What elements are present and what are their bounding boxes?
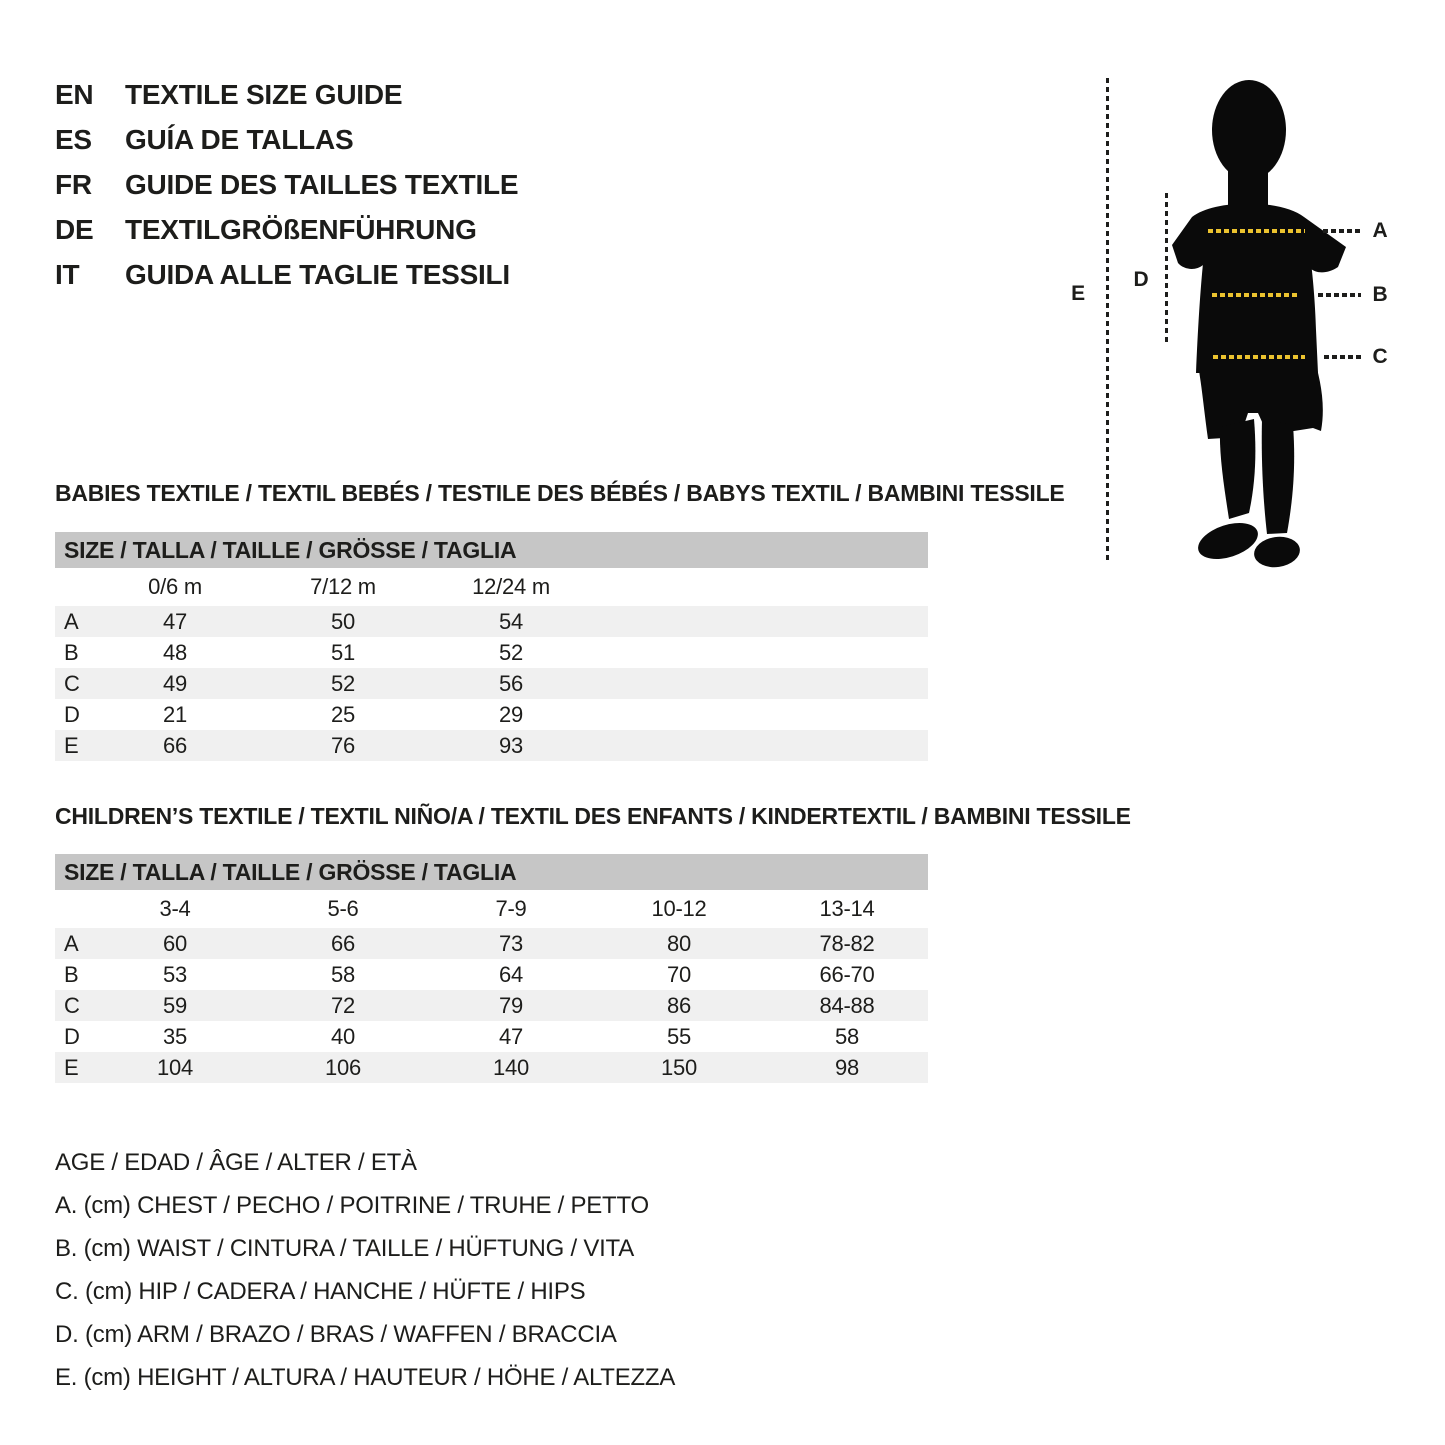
size-value: 58 <box>331 961 355 987</box>
size-value: 21 <box>163 701 187 727</box>
row-label: D <box>64 1023 80 1049</box>
size-value: 53 <box>163 961 187 987</box>
column-header: 13-14 <box>819 896 875 921</box>
size-value: 25 <box>331 701 355 727</box>
size-value: 70 <box>667 961 691 987</box>
size-value: 64 <box>499 961 523 987</box>
language-guide-title: TEXTILGRÖßENFÜHRUNG <box>125 213 477 245</box>
size-value: 140 <box>493 1054 529 1080</box>
table-row <box>55 990 928 1021</box>
table-row <box>55 637 928 668</box>
column-header: 7/12 m <box>310 574 376 599</box>
table-row <box>55 959 928 990</box>
babies-size-table <box>55 532 928 761</box>
silhouette-left-leg <box>1220 419 1256 519</box>
size-value: 73 <box>499 930 523 956</box>
size-value: 47 <box>163 608 187 634</box>
size-value: 51 <box>331 639 355 665</box>
table-row <box>55 730 928 761</box>
children-section-title: CHILDREN’S TEXTILE / TEXTIL NIÑO/A / TEXTIL DES ENFANTS / KINDERTEXTIL / BAMBINI TESSILE <box>55 803 1131 829</box>
row-label: E <box>64 1054 79 1080</box>
size-value: 49 <box>163 670 187 696</box>
chest-measure-dashes-dark <box>1323 229 1361 233</box>
size-value: 66-70 <box>819 961 875 987</box>
babies-size-header-bar: SIZE / TALLA / TAILLE / GRÖSSE / TAGLIA <box>55 532 928 568</box>
measurement-figure <box>0 0 1445 600</box>
legend-line: E. (cm) HEIGHT / ALTURA / HAUTEUR / HÖHE / ALTEZZA <box>55 1363 676 1391</box>
language-code: EN <box>55 78 94 110</box>
children-size-table <box>55 854 928 1083</box>
size-value: 56 <box>499 670 523 696</box>
measure-label-b: B <box>1372 283 1388 306</box>
size-value: 29 <box>499 701 523 727</box>
size-value: 86 <box>667 992 691 1018</box>
child-silhouette-image <box>1170 75 1350 575</box>
language-code: FR <box>55 168 92 200</box>
language-guide-title: GUIDE DES TAILLES TEXTILE <box>125 168 519 200</box>
row-label: A <box>64 608 79 634</box>
chest-measure-dashes-yellow <box>1208 229 1305 233</box>
column-header-row <box>55 890 928 928</box>
legend-line: A. (cm) CHEST / PECHO / POITRINE / TRUHE / PETTO <box>55 1191 649 1219</box>
size-value: 52 <box>331 670 355 696</box>
size-value: 76 <box>331 732 355 758</box>
size-value: 58 <box>835 1023 859 1049</box>
babies-section-title: BABIES TEXTILE / TEXTIL BEBÉS / TESTILE DES BÉBÉS / BABYS TEXTIL / BAMBINI TESSILE <box>55 480 1065 506</box>
size-value: 52 <box>499 639 523 665</box>
legend-line: C. (cm) HIP / CADERA / HANCHE / HÜFTE / HIPS <box>55 1277 586 1305</box>
language-guide-title: GUIDA ALLE TAGLIE TESSILI <box>125 258 510 290</box>
silhouette-right-shoe <box>1252 534 1302 570</box>
column-header: 3-4 <box>159 896 191 921</box>
language-code: DE <box>55 213 94 245</box>
size-value: 78-82 <box>819 930 875 956</box>
hip-measure-dashes-dark <box>1324 355 1361 359</box>
row-label: A <box>64 930 79 956</box>
legend-line: D. (cm) ARM / BRAZO / BRAS / WAFFEN / BRACCIA <box>55 1320 617 1348</box>
silhouette-right-leg <box>1262 419 1294 534</box>
language-guide-title: GUÍA DE TALLAS <box>125 123 354 155</box>
language-guide-title: TEXTILE SIZE GUIDE <box>125 78 403 110</box>
legend-line: B. (cm) WAIST / CINTURA / TAILLE / HÜFTUNG / VITA <box>55 1234 634 1262</box>
language-code: IT <box>55 258 80 290</box>
size-value: 54 <box>499 608 523 634</box>
row-label: D <box>64 701 80 727</box>
measurement-legend <box>55 1141 675 1399</box>
size-value: 72 <box>331 992 355 1018</box>
row-label: C <box>64 992 80 1018</box>
size-value: 35 <box>163 1023 187 1049</box>
silhouette-neck <box>1228 163 1268 207</box>
size-value: 66 <box>163 732 187 758</box>
size-value: 150 <box>661 1054 697 1080</box>
size-value: 55 <box>667 1023 691 1049</box>
size-value: 84-88 <box>819 992 875 1018</box>
column-header: 12/24 m <box>472 574 550 599</box>
table-row <box>55 1021 928 1052</box>
table-row <box>55 699 928 730</box>
legend-line: AGE / EDAD / ÂGE / ALTER / ETÀ <box>55 1148 417 1176</box>
height-measure-dotted-line-e <box>1106 78 1109 562</box>
size-value: 80 <box>667 930 691 956</box>
measure-label-d: D <box>1133 268 1149 291</box>
table-row <box>55 928 928 959</box>
size-value: 40 <box>331 1023 355 1049</box>
size-value: 66 <box>331 930 355 956</box>
arm-measure-dotted-line-d <box>1165 193 1168 345</box>
size-value: 48 <box>163 639 187 665</box>
measure-label-e: E <box>1071 282 1085 305</box>
silhouette-left-shoe <box>1194 516 1263 566</box>
row-label: B <box>64 961 79 987</box>
table-row <box>55 1052 928 1083</box>
size-value: 79 <box>499 992 523 1018</box>
column-header: 5-6 <box>327 896 359 921</box>
measure-label-c: C <box>1372 345 1388 368</box>
silhouette-shorts <box>1198 365 1323 439</box>
table-row <box>55 668 928 699</box>
size-value: 60 <box>163 930 187 956</box>
row-label: E <box>64 732 79 758</box>
size-value: 106 <box>325 1054 361 1080</box>
row-label: B <box>64 639 79 665</box>
size-value: 47 <box>499 1023 523 1049</box>
column-header-row <box>55 568 928 606</box>
column-header: 10-12 <box>651 896 707 921</box>
column-header: 0/6 m <box>148 574 202 599</box>
hip-measure-dashes-yellow <box>1213 355 1305 359</box>
row-label: C <box>64 670 80 696</box>
children-size-header-bar: SIZE / TALLA / TAILLE / GRÖSSE / TAGLIA <box>55 854 928 890</box>
waist-measure-dashes-yellow <box>1212 293 1300 297</box>
size-value: 93 <box>499 732 523 758</box>
size-value: 50 <box>331 608 355 634</box>
size-value: 59 <box>163 992 187 1018</box>
table-row <box>55 606 928 637</box>
language-code: ES <box>55 123 92 155</box>
waist-measure-dashes-dark <box>1318 293 1361 297</box>
size-value: 104 <box>157 1054 193 1080</box>
size-value: 98 <box>835 1054 859 1080</box>
column-header: 7-9 <box>495 896 527 921</box>
measure-label-a: A <box>1372 219 1388 242</box>
